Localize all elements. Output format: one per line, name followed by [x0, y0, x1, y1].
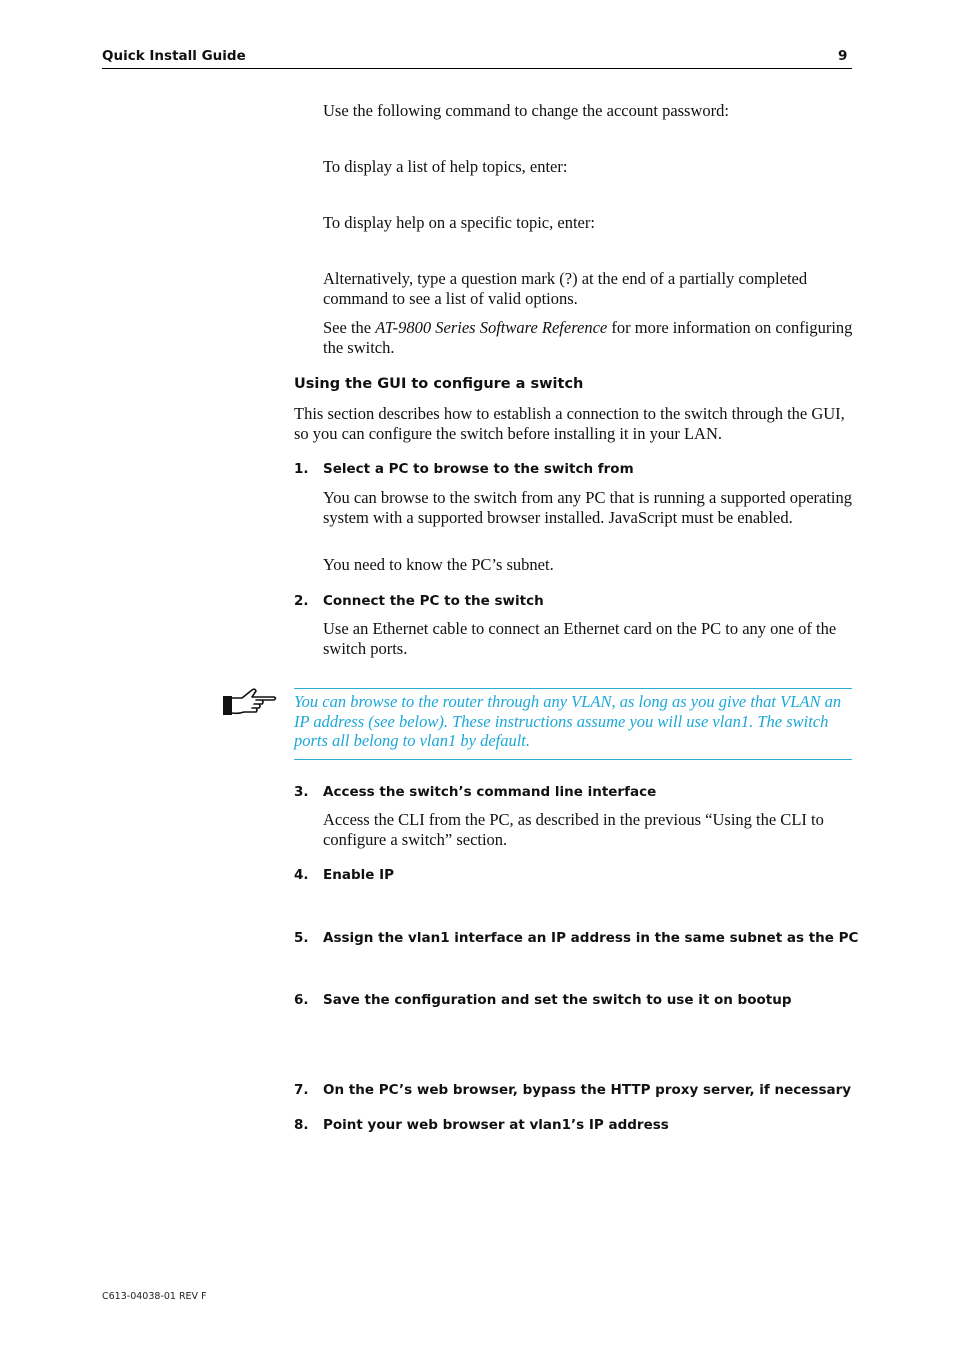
step-title: Save the configuration and set the switch to use it on bootup: [323, 992, 792, 1008]
step-number: 2.: [294, 593, 309, 609]
step-number: 5.: [294, 930, 309, 946]
password-command-intro: Use the following command to change the account password:: [323, 101, 729, 120]
step-number: 3.: [294, 784, 309, 800]
step-3-paragraph-1: Access the CLI from the PC, as described in the previous “Using the CLI to configure a switch” section.: [323, 810, 824, 849]
see-rest-text: for more information on configuring the switch.: [323, 318, 853, 357]
document-id-footer: C613-04038-01 REV F: [102, 1291, 207, 1302]
step-number: 7.: [294, 1082, 309, 1098]
gui-section-description: This section describes how to establish a connection to the switch through the GUI, so you can configure the switch before installing it in your LAN.: [294, 404, 845, 443]
step-5-heading: [294, 930, 859, 948]
note-top-rule: [294, 688, 852, 689]
step-number: 1.: [294, 461, 309, 477]
step-number: 8.: [294, 1117, 309, 1133]
page-number: 9: [838, 48, 848, 64]
reference-paragraph: [323, 318, 853, 357]
step-number: 6.: [294, 992, 309, 1008]
running-header-title: Quick Install Guide: [102, 48, 246, 64]
step-title: Connect the PC to the switch: [323, 593, 544, 609]
software-reference-title: AT-9800 Series Software Reference: [375, 318, 608, 337]
step-7-heading: [294, 1082, 854, 1100]
question-mark-paragraph: Alternatively, type a question mark (?) at the end of a partially completed command to see a list of valid options.: [323, 269, 808, 308]
step-title: Point your web browser at vlan1’s IP address: [323, 1117, 669, 1133]
step-8-heading: [294, 1117, 854, 1135]
step-title: Select a PC to browse to the switch from: [323, 461, 634, 477]
step-title: Access the switch’s command line interface: [323, 784, 657, 800]
step-3-heading: [294, 784, 854, 802]
step-title: Assign the vlan1 interface an IP address in the same subnet as the PC: [323, 930, 859, 946]
step-title: On the PC’s web browser, bypass the HTTP proxy server, if necessary: [323, 1082, 852, 1098]
step-1-paragraph-2: You need to know the PC’s subnet.: [323, 555, 554, 574]
step-1-heading: [294, 461, 854, 479]
step-2-heading: [294, 593, 854, 611]
note-bottom-rule: [294, 759, 852, 760]
step-2-paragraph-1: Use an Ethernet cable to connect an Ethernet card on the PC to any one of the switch ports.: [323, 619, 837, 658]
step-4-heading: [294, 867, 854, 885]
gui-section-heading: Using the GUI to configure a switch: [294, 376, 584, 392]
note-text: You can browse to the router through any VLAN, as long as you give that VLAN an IP address (see below). These instructions assume you will use vlan1. The switch ports all belong to vlan1 by default.: [294, 692, 842, 750]
step-1-paragraph-1: You can browse to the switch from any PC that is running a supported operating system with a supported browser installed. JavaScript must be enabled.: [323, 488, 852, 527]
help-specific-intro: To display help on a specific topic, enter:: [323, 213, 595, 232]
header-rule: [102, 68, 852, 69]
step-title: Enable IP: [323, 867, 395, 883]
help-topics-intro: To display a list of help topics, enter:: [323, 157, 568, 176]
pointing-hand-icon: [222, 686, 278, 718]
see-the-text: See the: [323, 318, 376, 337]
step-6-heading: [294, 992, 854, 1010]
step-number: 4.: [294, 867, 309, 883]
